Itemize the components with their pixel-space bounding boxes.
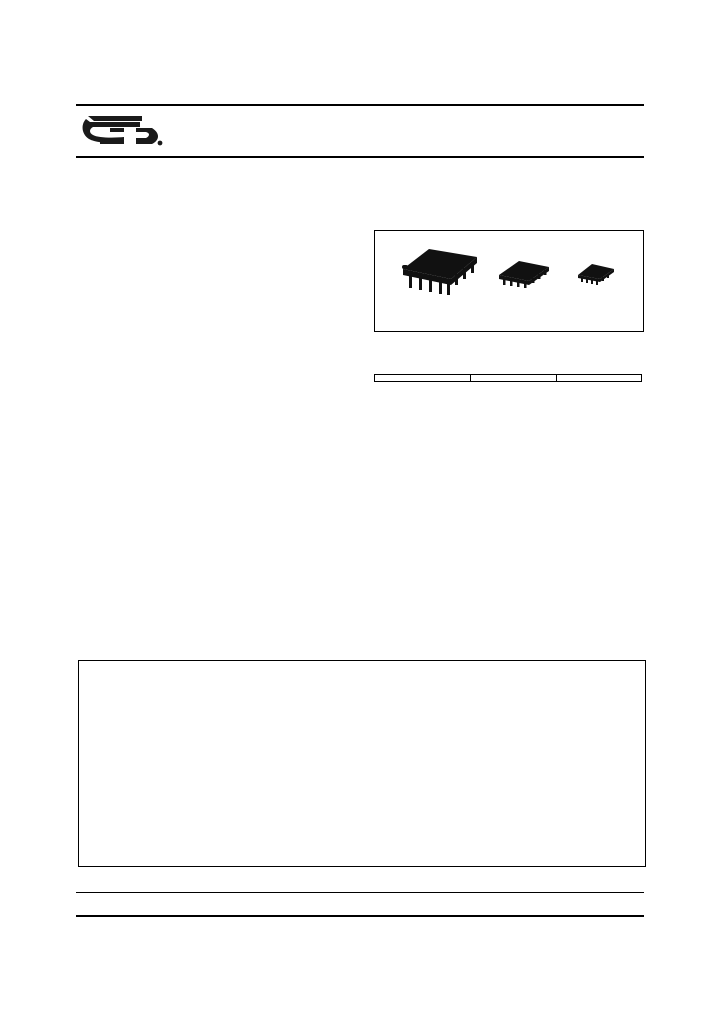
col-tr — [556, 375, 641, 382]
col-package — [375, 375, 471, 382]
footer-rule-bottom — [76, 915, 644, 917]
page-header — [76, 104, 644, 158]
pin-diagrams — [79, 661, 643, 864]
package-tssop — [563, 257, 629, 300]
table-header-row — [375, 375, 642, 382]
st-logo — [80, 110, 172, 150]
package-dip — [395, 243, 485, 304]
order-codes-table — [374, 374, 642, 382]
col-tube — [471, 375, 556, 382]
description-block — [78, 485, 366, 488]
pin-diagram-box — [78, 660, 646, 867]
package-sop — [487, 253, 559, 302]
header-rule-bottom — [76, 156, 644, 158]
footer-rule-top — [76, 892, 644, 893]
package-图-box — [374, 230, 644, 332]
